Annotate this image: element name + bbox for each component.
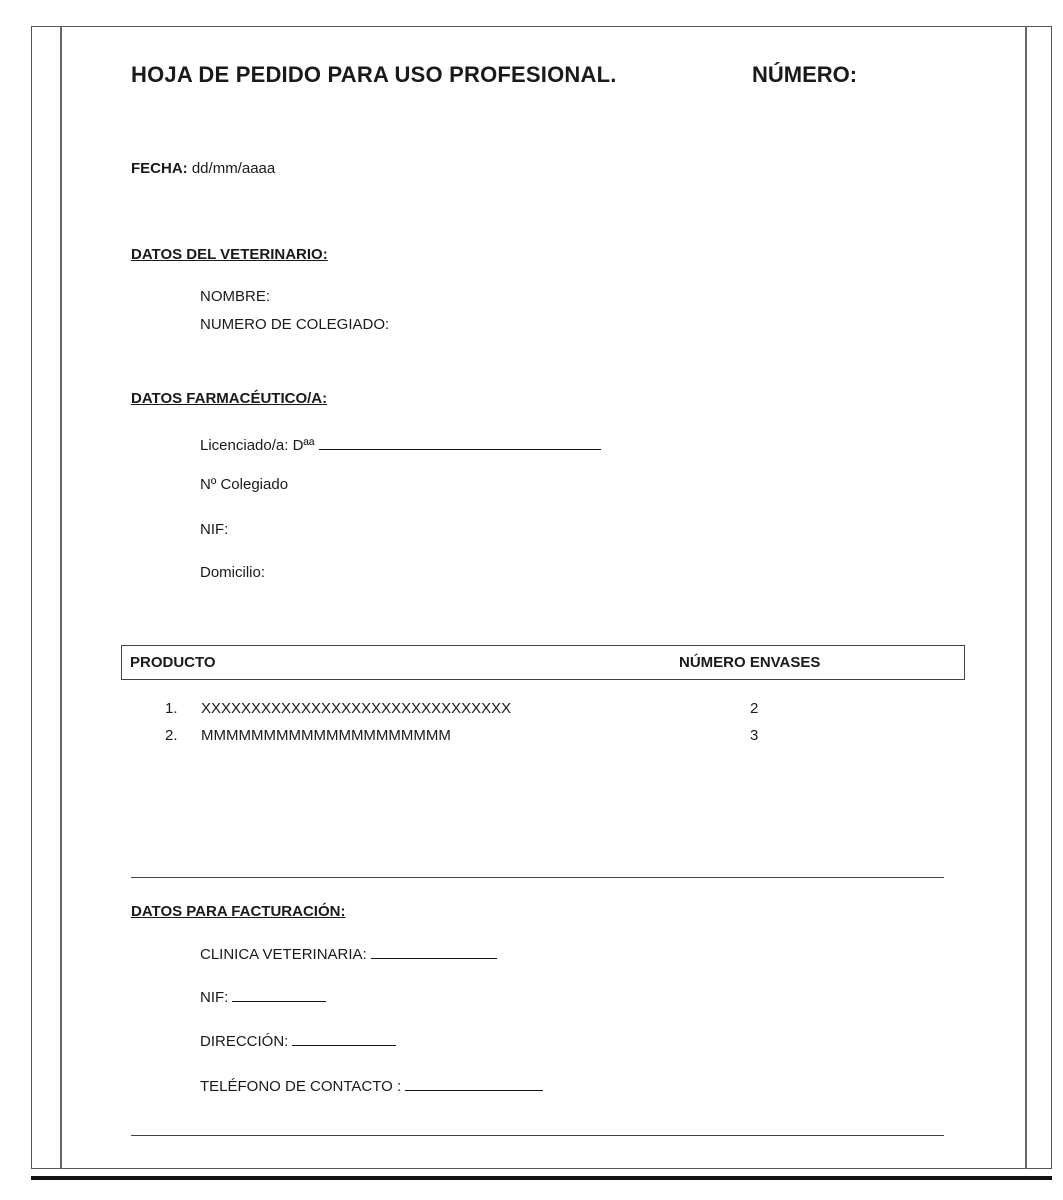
document-title: HOJA DE PEDIDO PARA USO PROFESIONAL. — [131, 62, 617, 87]
product-row — [165, 700, 765, 720]
billing-address-label: DIRECCIÓN: — [200, 1033, 289, 1050]
product-row-quantity: 3 — [750, 727, 759, 744]
billing-phone-label: TELÉFONO DE CONTACTO : — [200, 1078, 402, 1095]
page-frame — [31, 26, 1052, 1169]
product-row-name: XXXXXXXXXXXXXXXXXXXXXXXXXXXXXXX — [201, 700, 512, 717]
billing-clinic-blank[interactable] — [371, 957, 497, 959]
billing-phone-field — [200, 1078, 543, 1095]
billing-address-field — [200, 1033, 396, 1050]
billing-phone-blank[interactable] — [405, 1089, 543, 1091]
product-row — [165, 727, 765, 747]
section-divider — [131, 877, 944, 878]
date-line — [131, 160, 275, 177]
product-row-index: 2. — [165, 727, 178, 744]
pharmacist-licensed-blank[interactable] — [319, 448, 601, 450]
billing-clinic-label: CLINICA VETERINARIA: — [200, 946, 367, 963]
product-row-index: 1. — [165, 700, 178, 717]
pharmacist-address-label: Domicilio: — [200, 564, 266, 581]
date-label: FECHA: — [131, 160, 188, 177]
order-number-label: NÚMERO: — [752, 62, 858, 87]
billing-section-heading: DATOS PARA FACTURACIÓN: — [131, 903, 346, 920]
pharmacist-licensed-field — [200, 437, 601, 454]
left-margin-rule — [60, 26, 62, 1169]
pharmacist-section-heading: DATOS FARMACÉUTICO/A: — [131, 390, 328, 407]
column-header-product: PRODUCTO — [130, 654, 216, 671]
footer-divider — [131, 1135, 944, 1136]
billing-address-blank[interactable] — [292, 1044, 396, 1046]
pharmacist-nif-label: NIF: — [200, 521, 229, 538]
pharmacist-licensed-label: Licenciado/a: Dªª — [200, 437, 315, 454]
billing-clinic-field — [200, 946, 497, 963]
column-header-containers: NÚMERO ENVASES — [679, 654, 821, 671]
right-margin-rule — [1025, 26, 1027, 1169]
vet-section-heading: DATOS DEL VETERINARIO: — [131, 246, 328, 263]
product-row-quantity: 2 — [750, 700, 759, 717]
bottom-border-bar — [31, 1176, 1052, 1180]
vet-license-label: NUMERO DE COLEGIADO: — [200, 316, 390, 333]
product-row-name: MMMMMMMMMMMMMMMMMMMM — [201, 727, 451, 744]
date-value: dd/mm/aaaa — [191, 160, 276, 177]
products-table-header — [121, 645, 965, 680]
billing-nif-blank[interactable] — [232, 1000, 326, 1002]
pharmacist-license-label: Nº Colegiado — [200, 476, 289, 493]
vet-name-label: NOMBRE: — [200, 288, 271, 305]
billing-nif-label: NIF: — [200, 989, 229, 1006]
billing-nif-field — [200, 989, 326, 1006]
